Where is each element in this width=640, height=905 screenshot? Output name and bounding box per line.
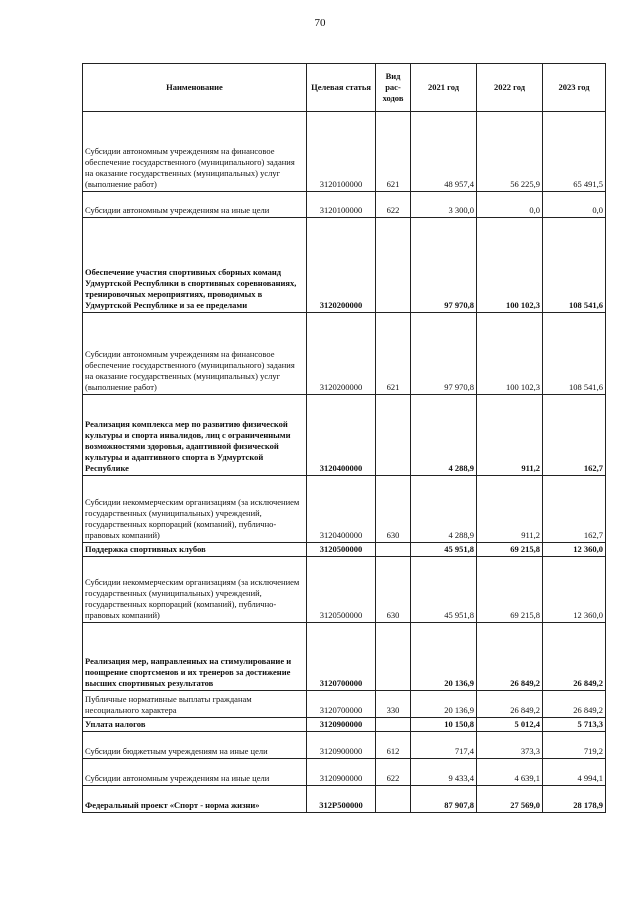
row-code: 3120900000 bbox=[307, 732, 376, 759]
row-name: Субсидии некоммерческим организациям (за исключением государственных (муниципальных) учреждений, государственных корпораций (компаний), публично-правовых компаний) bbox=[83, 476, 307, 543]
row-2021: 4 288,9 bbox=[411, 476, 477, 543]
row-2023: 12 360,0 bbox=[543, 543, 606, 557]
table-row bbox=[83, 192, 606, 218]
row-code: 312P500000 bbox=[307, 786, 376, 813]
row-name: Уплата налогов bbox=[83, 718, 307, 732]
row-2022: 56 225,9 bbox=[477, 112, 543, 192]
row-2022: 911,2 bbox=[477, 476, 543, 543]
table-row bbox=[83, 543, 606, 557]
row-2023: 0,0 bbox=[543, 192, 606, 218]
table-row bbox=[83, 623, 606, 691]
row-kind: 612 bbox=[376, 732, 411, 759]
row-name: Поддержка спортивных клубов bbox=[83, 543, 307, 557]
row-2023: 65 491,5 bbox=[543, 112, 606, 192]
row-2021: 45 951,8 bbox=[411, 557, 477, 623]
row-code: 3120500000 bbox=[307, 557, 376, 623]
row-2023: 108 541,6 bbox=[543, 313, 606, 395]
row-2023: 5 713,3 bbox=[543, 718, 606, 732]
row-2022: 69 215,8 bbox=[477, 543, 543, 557]
row-2021: 20 136,9 bbox=[411, 623, 477, 691]
row-name: Субсидии автономным учреждениям на иные цели bbox=[83, 759, 307, 786]
row-kind bbox=[376, 395, 411, 476]
row-2021: 97 970,8 bbox=[411, 218, 477, 313]
row-code: 3120200000 bbox=[307, 218, 376, 313]
row-code: 3120400000 bbox=[307, 395, 376, 476]
row-2022: 26 849,2 bbox=[477, 691, 543, 718]
header-kind: Вид рас-ходов bbox=[376, 64, 411, 112]
row-2023: 28 178,9 bbox=[543, 786, 606, 813]
header-2022: 2022 год bbox=[477, 64, 543, 112]
row-2021: 10 150,8 bbox=[411, 718, 477, 732]
row-kind bbox=[376, 218, 411, 313]
table-row bbox=[83, 557, 606, 623]
row-2021: 20 136,9 bbox=[411, 691, 477, 718]
row-kind bbox=[376, 718, 411, 732]
row-name: Субсидии автономным учреждениям на финансовое обеспечение государственного (муниципального) задания на оказание государственных (муниципальных) услуг (выполнение работ) bbox=[83, 313, 307, 395]
row-2021: 3 300,0 bbox=[411, 192, 477, 218]
row-name: Субсидии бюджетным учреждениям на иные цели bbox=[83, 732, 307, 759]
row-name: Федеральный проект «Спорт - норма жизни» bbox=[83, 786, 307, 813]
row-name: Реализация комплекса мер по развитию физической культуры и спорта инвалидов, лиц с ограниченными возможностями здоровья, адаптивной физической культуры и адаптивного спорта в Удмуртской Республике bbox=[83, 395, 307, 476]
row-2023: 12 360,0 bbox=[543, 557, 606, 623]
row-code: 3120700000 bbox=[307, 691, 376, 718]
header-target: Целевая статья bbox=[307, 64, 376, 112]
row-kind: 622 bbox=[376, 759, 411, 786]
header-2023: 2023 год bbox=[543, 64, 606, 112]
page-number: 70 bbox=[314, 17, 326, 29]
row-2022: 5 012,4 bbox=[477, 718, 543, 732]
table-row bbox=[83, 786, 606, 813]
row-code: 3120200000 bbox=[307, 313, 376, 395]
row-code: 3120900000 bbox=[307, 759, 376, 786]
row-code: 3120700000 bbox=[307, 623, 376, 691]
row-2022: 100 102,3 bbox=[477, 313, 543, 395]
row-kind: 621 bbox=[376, 313, 411, 395]
table-row bbox=[83, 718, 606, 732]
row-code: 3120400000 bbox=[307, 476, 376, 543]
row-2023: 108 541,6 bbox=[543, 218, 606, 313]
row-2022: 27 569,0 bbox=[477, 786, 543, 813]
row-kind: 330 bbox=[376, 691, 411, 718]
header-row bbox=[83, 64, 606, 112]
header-2021: 2021 год bbox=[411, 64, 477, 112]
row-kind bbox=[376, 786, 411, 813]
row-code: 3120500000 bbox=[307, 543, 376, 557]
row-2023: 26 849,2 bbox=[543, 691, 606, 718]
row-2021: 48 957,4 bbox=[411, 112, 477, 192]
table-row bbox=[83, 395, 606, 476]
row-name: Субсидии автономным учреждениям на иные цели bbox=[83, 192, 307, 218]
row-name: Реализация мер, направленных на стимулирование и поощрение спортсменов и их тренеров за достижение высших спортивных результатов bbox=[83, 623, 307, 691]
row-2023: 4 994,1 bbox=[543, 759, 606, 786]
row-2022: 100 102,3 bbox=[477, 218, 543, 313]
row-2021: 4 288,9 bbox=[411, 395, 477, 476]
row-2023: 162,7 bbox=[543, 476, 606, 543]
row-2022: 373,3 bbox=[477, 732, 543, 759]
table-row bbox=[83, 313, 606, 395]
row-kind: 630 bbox=[376, 557, 411, 623]
table-row bbox=[83, 218, 606, 313]
row-name: Обеспечение участия спортивных сборных команд Удмуртской Республики в спортивных соревнованиях, тренировочных мероприятиях, проводимых в Удмуртской Республике и за ее пределами bbox=[83, 218, 307, 313]
header-name: Наименование bbox=[83, 64, 307, 112]
row-2023: 719,2 bbox=[543, 732, 606, 759]
row-kind bbox=[376, 623, 411, 691]
row-2021: 9 433,4 bbox=[411, 759, 477, 786]
row-kind: 630 bbox=[376, 476, 411, 543]
row-2022: 4 639,1 bbox=[477, 759, 543, 786]
table-row bbox=[83, 112, 606, 192]
table-row bbox=[83, 732, 606, 759]
table-row bbox=[83, 759, 606, 786]
budget-table bbox=[82, 63, 606, 813]
row-kind bbox=[376, 543, 411, 557]
row-name: Субсидии некоммерческим организациям (за исключением государственных (муниципальных) учреждений, государственных корпораций (компаний), публично-правовых компаний) bbox=[83, 557, 307, 623]
table-row bbox=[83, 476, 606, 543]
row-code: 3120100000 bbox=[307, 192, 376, 218]
row-name: Публичные нормативные выплаты гражданам несоциального характера bbox=[83, 691, 307, 718]
row-2021: 97 970,8 bbox=[411, 313, 477, 395]
row-2022: 911,2 bbox=[477, 395, 543, 476]
row-kind: 622 bbox=[376, 192, 411, 218]
row-code: 3120900000 bbox=[307, 718, 376, 732]
row-2022: 26 849,2 bbox=[477, 623, 543, 691]
row-2022: 0,0 bbox=[477, 192, 543, 218]
row-2023: 26 849,2 bbox=[543, 623, 606, 691]
row-2021: 45 951,8 bbox=[411, 543, 477, 557]
row-2021: 87 907,8 bbox=[411, 786, 477, 813]
row-2023: 162,7 bbox=[543, 395, 606, 476]
row-2021: 717,4 bbox=[411, 732, 477, 759]
row-name: Субсидии автономным учреждениям на финансовое обеспечение государственного (муниципального) задания на оказание государственных (муниципальных) услуг (выполнение работ) bbox=[83, 112, 307, 192]
row-code: 3120100000 bbox=[307, 112, 376, 192]
table-row bbox=[83, 691, 606, 718]
row-2022: 69 215,8 bbox=[477, 557, 543, 623]
row-kind: 621 bbox=[376, 112, 411, 192]
